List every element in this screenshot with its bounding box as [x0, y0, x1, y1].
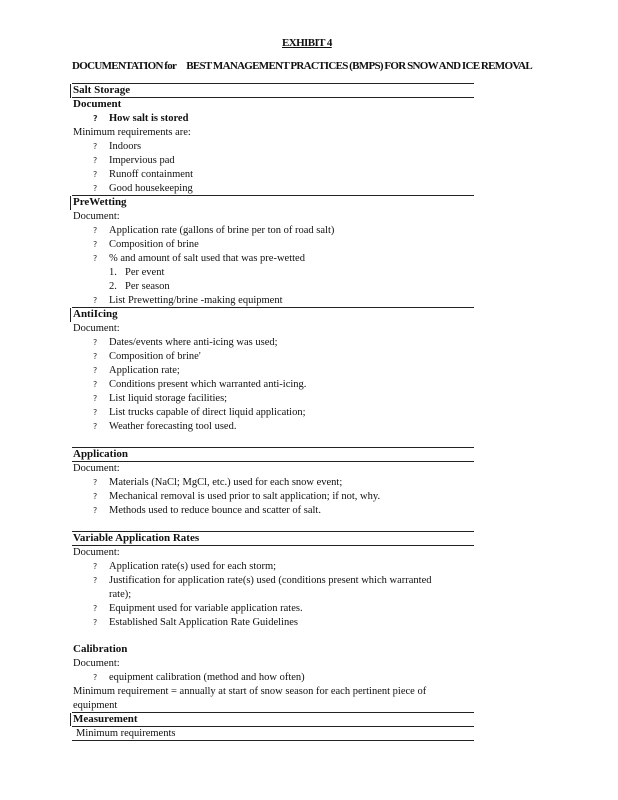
measurement-title: Measurement: [73, 713, 138, 725]
rule-line: [72, 97, 474, 98]
list-item: ? equipment calibration (method and how often): [93, 672, 305, 683]
list-item: ? List Prewetting/brine -making equipment: [93, 295, 283, 306]
list-item: ? Application rate(s) used for each storm;: [93, 561, 277, 572]
bullet-icon: ?: [93, 114, 98, 123]
bullet-icon: ?: [93, 673, 98, 682]
list-item-continuation: rate);: [109, 589, 132, 600]
list-item: ? Composition of brine': [93, 351, 201, 362]
list-item: ? Established Salt Application Rate Guidelines: [93, 617, 298, 628]
bullet-icon: ?: [93, 170, 98, 179]
prewetting-document: Document:: [73, 211, 120, 222]
calibration-min-requirement: Minimum requirement = annually at start of snow season for each pertinent piece of: [73, 686, 427, 697]
application-document: Document:: [73, 463, 120, 474]
salt-storage-title: Salt Storage: [73, 84, 131, 96]
rule-line: [70, 713, 71, 726]
calibration-title: Calibration: [73, 643, 128, 655]
list-item: ? % and amount of salt used that was pre-wetted: [93, 253, 305, 264]
calibration-min-requirement-cont: equipment: [73, 700, 118, 711]
bullet-icon: ?: [93, 184, 98, 193]
bullet-icon: ?: [93, 366, 98, 375]
list-item: ? Methods used to reduce bounce and scatter of salt.: [93, 505, 321, 516]
rule-line: [72, 461, 474, 462]
document-heading: [72, 60, 532, 72]
bmp-title: BEST MANAGEMENT PRACTICES (BMPS) FOR SNOW AND ICE REMOVAL: [186, 60, 533, 72]
rule-line: [72, 307, 474, 308]
calibration-document: Document:: [73, 658, 120, 669]
rule-line: [72, 740, 474, 741]
salt-storage-document: Document: [73, 98, 122, 110]
list-item: ? Composition of brine: [93, 239, 199, 250]
list-item: ? How salt is stored: [93, 113, 189, 124]
rule-line: [70, 308, 71, 322]
numbered-item: 1. Per event: [109, 267, 165, 278]
prewetting-title: PreWetting: [73, 196, 127, 208]
list-item: ? Dates/events where anti-icing was used;: [93, 337, 278, 348]
bullet-icon: ?: [93, 352, 98, 361]
bullet-icon: ?: [93, 394, 98, 403]
list-item: ? Impervious pad: [93, 155, 175, 166]
list-item: ? Application rate;: [93, 365, 180, 376]
min-requirements-label: Minimum requirements are:: [73, 127, 191, 138]
documentation-for-label: DOCUMENTATION for: [72, 60, 177, 72]
bullet-icon: ?: [93, 422, 98, 431]
list-item: ? Indoors: [93, 141, 142, 152]
bullet-icon: ?: [93, 492, 98, 501]
bullet-icon: ?: [93, 240, 98, 249]
rule-line: [70, 84, 71, 98]
numbered-item: 2. Per season: [109, 281, 170, 292]
list-item: ? Conditions present which warranted anti-icing.: [93, 379, 307, 390]
rule-line: [72, 447, 474, 448]
bullet-icon: ?: [93, 562, 98, 571]
measurement-min-requirements: Minimum requirements: [76, 728, 176, 739]
list-item: ? Equipment used for variable application rates.: [93, 603, 303, 614]
bullet-icon: ?: [93, 156, 98, 165]
bullet-icon: ?: [93, 576, 98, 585]
list-item: ? List trucks capable of direct liquid application;: [93, 407, 306, 418]
list-item: ? Mechanical removal is used prior to salt application; if not, why.: [93, 491, 381, 502]
list-item: ? Runoff containment: [93, 169, 194, 180]
bullet-icon: ?: [93, 478, 98, 487]
exhibit-label: EXHIBIT 4: [282, 37, 332, 49]
list-item: ? Materials (NaCl; MgCl, etc.) used for each snow event;: [93, 477, 343, 488]
list-item: ? Weather forecasting tool used.: [93, 421, 237, 432]
bullet-icon: ?: [93, 338, 98, 347]
anti-icing-document: Document:: [73, 323, 120, 334]
bullet-icon: ?: [93, 226, 98, 235]
bullet-icon: ?: [93, 604, 98, 613]
bullet-icon: ?: [93, 506, 98, 515]
bullet-icon: ?: [93, 254, 98, 263]
bullet-icon: ?: [93, 142, 98, 151]
rule-line: [72, 195, 474, 196]
anti-icing-title: AntiIcing: [73, 308, 118, 320]
list-item: ? Justification for application rate(s) used (conditions present which warranted: [93, 575, 432, 586]
application-title: Application: [73, 448, 129, 460]
rule-line: [72, 545, 474, 546]
list-item: ? List liquid storage facilities;: [93, 393, 228, 404]
bullet-icon: ?: [93, 618, 98, 627]
rule-line: [70, 196, 71, 210]
bullet-icon: ?: [93, 408, 98, 417]
variable-rates-document: Document:: [73, 547, 120, 558]
rule-line: [72, 83, 474, 84]
bullet-icon: ?: [93, 296, 98, 305]
variable-rates-title: Variable Application Rates: [73, 532, 200, 544]
list-item: ? Good housekeeping: [93, 183, 193, 194]
list-item: ? Application rate (gallons of brine per ton of road salt): [93, 225, 335, 236]
bullet-icon: ?: [93, 380, 98, 389]
